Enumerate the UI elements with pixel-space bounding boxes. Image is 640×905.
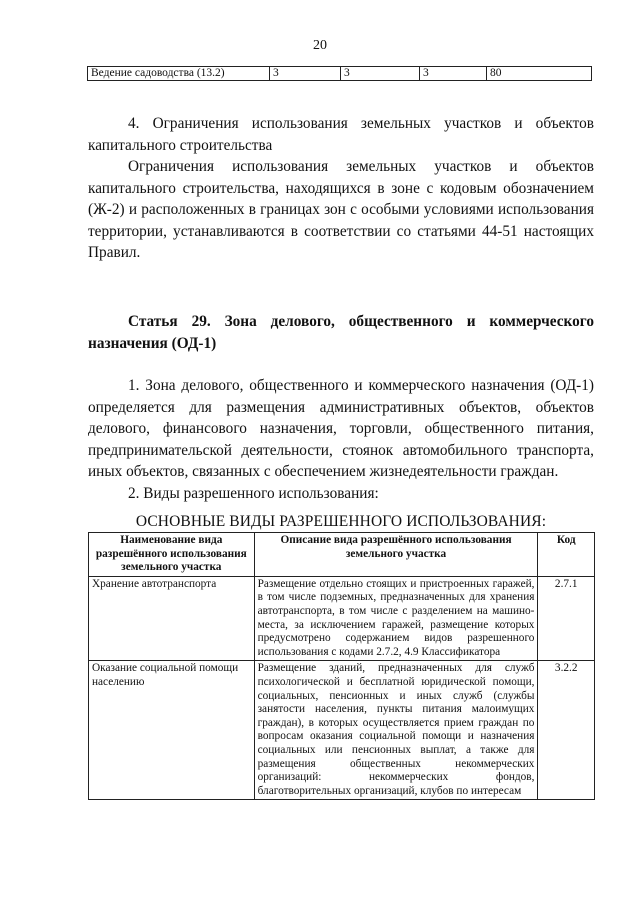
table-cell: 3 — [341, 67, 420, 81]
table-cell: 80 — [487, 67, 592, 81]
page-number: 20 — [313, 38, 327, 53]
paragraph-line: делового, финансового назначения, торговли, общественного питания, — [88, 420, 594, 437]
paragraph-line: территории, устанавливаются в соответствии со статьями 44-51 настоящих — [88, 222, 594, 240]
paragraph-line: (Ж-2) и расположенных в границах зон с особыми условиями использования — [88, 201, 594, 218]
section-heading-line: капитального строительства — [88, 136, 273, 154]
use-code: 3.2.2 — [538, 661, 595, 800]
table-cell: 3 — [420, 67, 487, 81]
article-title-line: назначения (ОД-1) — [88, 334, 217, 352]
table-caption: ОСНОВНЫЕ ВИДЫ РАЗРЕШЕННОГО ИСПОЛЬЗОВАНИЯ: — [135, 513, 547, 530]
intro-paragraph — [88, 375, 594, 504]
section-heading-line: 4. Ограничения использования земельных участков и объектов — [128, 115, 594, 132]
use-description: Размещение отдельно стоящих и пристроенных гаражей, в том числе подземных, предназначенных для хранения автотранспорта, в том числе с разделением на машино-места, за исключением гаражей, размещение которых предусмотрено содержанием видов разрешенного использования с кодами 2.7.2, 4.9 Классификатора — [254, 576, 538, 661]
paragraph-line: предпринимательской деятельности, стоянок автомобильного транспорта, — [88, 441, 594, 459]
table-row — [88, 67, 592, 81]
column-header-description: Описание вида разрешённого использования земельного участка — [254, 533, 538, 577]
table-row — [89, 576, 595, 661]
previous-table-row — [87, 66, 592, 81]
article-title — [88, 311, 594, 354]
section-4 — [88, 113, 594, 264]
paragraph-line: капитального строительства, находящихся в зоне с кодовым обозначением — [88, 179, 594, 197]
table-cell: 3 — [270, 67, 341, 81]
use-code: 2.7.1 — [538, 576, 595, 661]
paragraph-line: иных объектов, связанных с обеспечением жизнедеятельности граждан. — [88, 463, 559, 480]
use-name: Хранение автотранспорта — [89, 576, 255, 661]
paragraph-line: 1. Зона делового, общественного и коммерческого назначения (ОД-1) — [128, 377, 594, 394]
article-title-line: Статья 29. Зона делового, общественного и коммерческого — [128, 313, 594, 330]
permitted-uses-table — [88, 532, 595, 800]
table-header-row — [89, 533, 595, 577]
use-description: Размещение зданий, предназначенных для служб психологической и бесплатной юридической помощи, социальных, пенсионных и иных служб (службы занятости населения, пункты питания малоимущих граждан), в которых осуществляется прием граждан по вопросам оказания социальной помощи и назначения социальных или пенсионных выплат, а также для размещения общественных некоммерческих организаций: некоммерческих фондов, благотворительных организаций, клубов по интересам — [254, 661, 538, 800]
column-header-name: Наименование вида разрешённого использования земельного участка — [89, 533, 255, 577]
use-name: Оказание социальной помощи населению — [89, 661, 255, 800]
paragraph-line: Правил. — [88, 244, 141, 261]
table-row — [89, 661, 595, 800]
paragraph-line: Ограничения использования земельных участков и объектов — [128, 158, 594, 175]
column-header-code: Код — [538, 533, 595, 577]
table-cell: Ведение садоводства (13.2) — [88, 67, 270, 81]
paragraph-line: определяется для размещения административных объектов, объектов — [88, 398, 594, 416]
paragraph-line: 2. Виды разрешенного использования: — [128, 484, 379, 502]
